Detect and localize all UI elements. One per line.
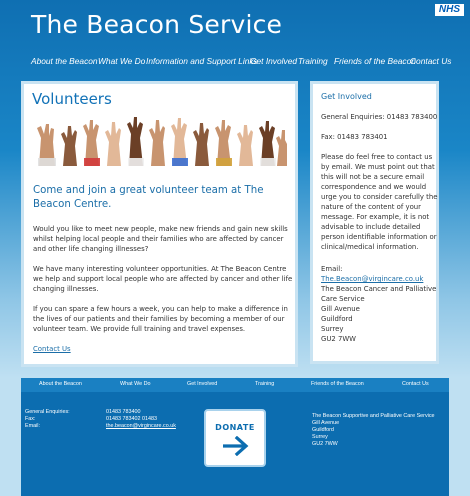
footer-nav-about[interactable]: About the Beacon [39, 381, 82, 387]
footer-values [106, 409, 176, 430]
volunteer-tagline: Come and join a great volunteer team at The Beacon Centre. [33, 185, 264, 210]
nav-training[interactable]: Training [298, 56, 328, 66]
help-paragraph: If you can spare a few hours a week, you can help to make a difference in the lives of our patients and their families by becoming a member of our volunteer team. We provide full training and travel expenses. [33, 305, 288, 333]
nhs-logo[interactable]: NHS [435, 4, 464, 16]
nav-friends-of-the-beacon[interactable]: Friends of the Beacon [334, 56, 416, 66]
arrow-right-icon [223, 436, 249, 456]
raised-hands-image [33, 114, 287, 166]
site-header [0, 0, 470, 78]
fax-number: Fax: 01483 783401 [321, 133, 388, 141]
donate-button[interactable] [204, 409, 266, 467]
privacy-message: Please do feel free to contact us by email. We must point out that this will not be a secure email correspondence and we would urge you to consider carefully the nature of the content of your message. For example, it is not advisable to include detailed person identifiable information or clinical/medical information. [321, 153, 438, 251]
footer-address-line: Guildford [312, 427, 334, 433]
site-title[interactable]: The Beacon Service [31, 10, 283, 39]
footer-nav-get-involved[interactable]: Get Involved [187, 381, 218, 387]
footer-label: General Enquiries: [25, 409, 70, 415]
main-nav [0, 56, 470, 70]
nav-contact-us[interactable]: Contact Us [410, 56, 452, 66]
main-content-panel [21, 81, 298, 367]
footer-address-line: Gill Avenue [312, 420, 340, 426]
nav-what-we-do[interactable]: What We Do [98, 56, 146, 66]
footer-nav [21, 378, 449, 392]
page-title: Volunteers [32, 90, 112, 108]
nav-information-support-links[interactable]: Information and Support Links [146, 56, 258, 66]
footer-address [312, 413, 435, 448]
site-footer [21, 378, 449, 496]
donate-label: DONATE [215, 423, 255, 432]
footer-label: Fax: [25, 416, 36, 422]
address-line: Guildford [321, 315, 353, 323]
address-line: The Beacon Cancer and Palliative Care Service [321, 285, 437, 303]
nav-about-the-beacon[interactable]: About the Beacon [31, 56, 98, 66]
footer-address-line: Surrey [312, 434, 328, 440]
footer-email-link[interactable]: the.beacon@virgincare.co.uk [106, 423, 176, 429]
footer-address-line: The Beacon Supportive and Palliative Care Service [312, 413, 435, 419]
intro-paragraph: Would you like to meet new people, make new friends and gain new skills whilst helping local people and their families who are affected by cancer and other life changing illnesses? [33, 225, 288, 253]
address-line: GU2 7WW [321, 335, 356, 343]
contact-us-link[interactable]: Contact Us [33, 345, 71, 353]
address-block [321, 284, 439, 344]
address-line: Surrey [321, 325, 344, 333]
footer-labels [25, 409, 70, 430]
side-title: Get Involved [321, 92, 372, 101]
footer-nav-training[interactable]: Training [255, 381, 275, 387]
get-involved-panel [310, 81, 439, 364]
email-label: Email: [321, 265, 343, 273]
footer-fax: 01483 783402 01483 [106, 416, 157, 422]
footer-label: Email: [25, 423, 40, 429]
footer-nav-what-we-do[interactable]: What We Do [120, 381, 151, 387]
general-enquiries: General Enquiries: 01483 783400 [321, 113, 438, 121]
email-link[interactable]: The.Beacon@virgincare.co.uk [321, 275, 424, 283]
footer-nav-friends[interactable]: Friends of the Beacon [311, 381, 364, 387]
nav-get-involved[interactable]: Get Involved [250, 56, 298, 66]
address-line: Gill Avenue [321, 305, 360, 313]
footer-phone: 01483 783400 [106, 409, 141, 415]
footer-nav-contact[interactable]: Contact Us [402, 381, 429, 387]
footer-address-line: GU2 7WW [312, 441, 338, 447]
email-line [321, 264, 439, 284]
opportunities-paragraph: We have many interesting volunteer opportunities. At The Beacon Centre we help and support local people who are affected by cancer and other life changing illnesses. [33, 265, 293, 293]
